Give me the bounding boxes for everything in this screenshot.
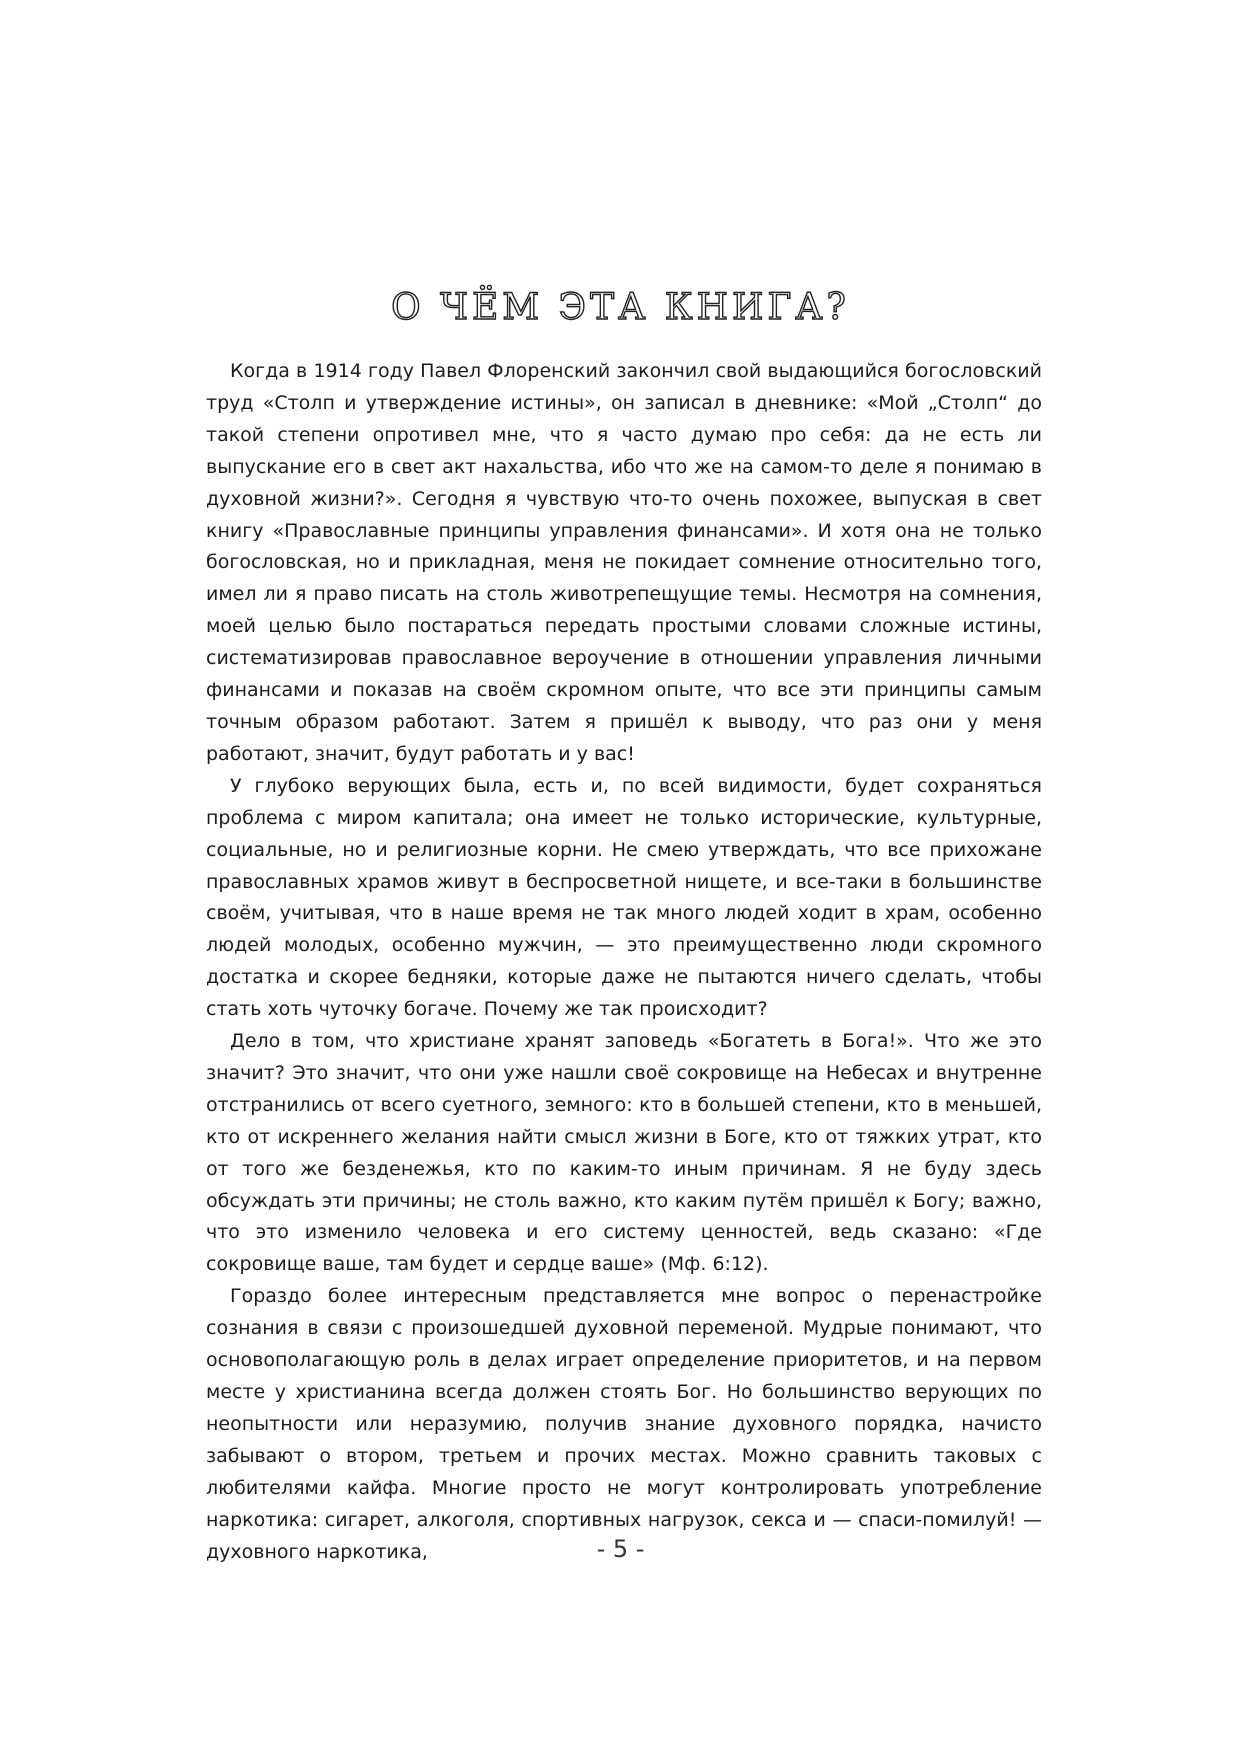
paragraph: Когда в 1914 году Павел Флоренский закончил свой выдающийся богословский труд «Столп и утверждение истины», он записал в дневнике: «Мой „Столп“ до такой степени опротивел мне, что я часто думаю про себя: да не есть ли выпускание его в свет акт нахальства, ибо что же на самом-то деле я понимаю в духовной жизни?». Сегодня я чувствую что-то очень похожее, выпуская в свет книгу «Православные принципы управления финансами». И хотя она не только богословская, но и прикладная, меня не покидает сомнение относительно того, имел ли я право писать на столь животрепещущие темы. Несмотря на сомнения, моей целью было постараться передать простыми словами сложные истины, систематизировав православное вероучение в отношении управления личными финансами и показав на своём скромном опыте, что все эти принципы самым точным образом работают. Затем я пришёл к выводу, что раз они у меня работают, значит, будут работать и у вас! [206, 360, 1042, 765]
paragraph: У глубоко верующих была, есть и, по всей видимости, будет сохраняться проблема с миром капитала; она имеет не только исторические, культурные, социальные, но и религиозные корни. Не смею утверждать, что все прихожане православных храмов живут в беспросветной нищете, и все-таки в большинстве своём, учитывая, что в наше время не так много людей ходит в храм, особенно людей молодых, особенно мужчин, — это преимущественно люди скромного достатка и скорее бедняки, которые даже не пытаются ничего сделать, чтобы стать хоть чуточку богаче. Почему же так происходит? [206, 774, 1042, 1021]
paragraph: Гораздо более интересным представляется мне вопрос о перенастройке сознания в связи с произошедшей духовной переменой. Мудрые понимают, что основополагающую роль в делах играет определение приоритетов, и на первом месте у христианина всегда должен стоять Бог. Но большинство верующих по неопытности или неразумию, получив знание духовного порядка, начисто забывают о втором, третьем и прочих местах. Можно сравнить таковых с любителями кайфа. Многие просто не могут контролировать употребление наркотика: сигарет, алкоголя, спортивных нагрузок, секса и — спаси-помилуй! — духовного наркотика, [206, 1285, 1042, 1563]
body-text [206, 356, 1042, 1568]
paragraph: Дело в том, что христиане хранят заповедь «Богатеть в Бога!». Что же это значит? Это значит, что они уже нашли своё сокровище на Небесах и внутренне отстранились от всего суетного, земного: кто в большей степени, кто в меньшей, кто от искреннего желания найти смысл жизни в Боге, кто от тяжких утрат, кто от того же безденежья, кто по каким-то иным причинам. Я не буду здесь обсуждать эти причины; не столь важно, кто каким путём пришёл к Богу; важно, что это изменило человека и его систему ценностей, ведь сказано: «Где сокровище ваше, там будет и сердце ваше» (Мф. 6:12). [206, 1030, 1042, 1276]
page-title: О ЧЁМ ЭТА КНИГА? [391, 287, 850, 328]
page-number: - 5 - [596, 1535, 645, 1563]
